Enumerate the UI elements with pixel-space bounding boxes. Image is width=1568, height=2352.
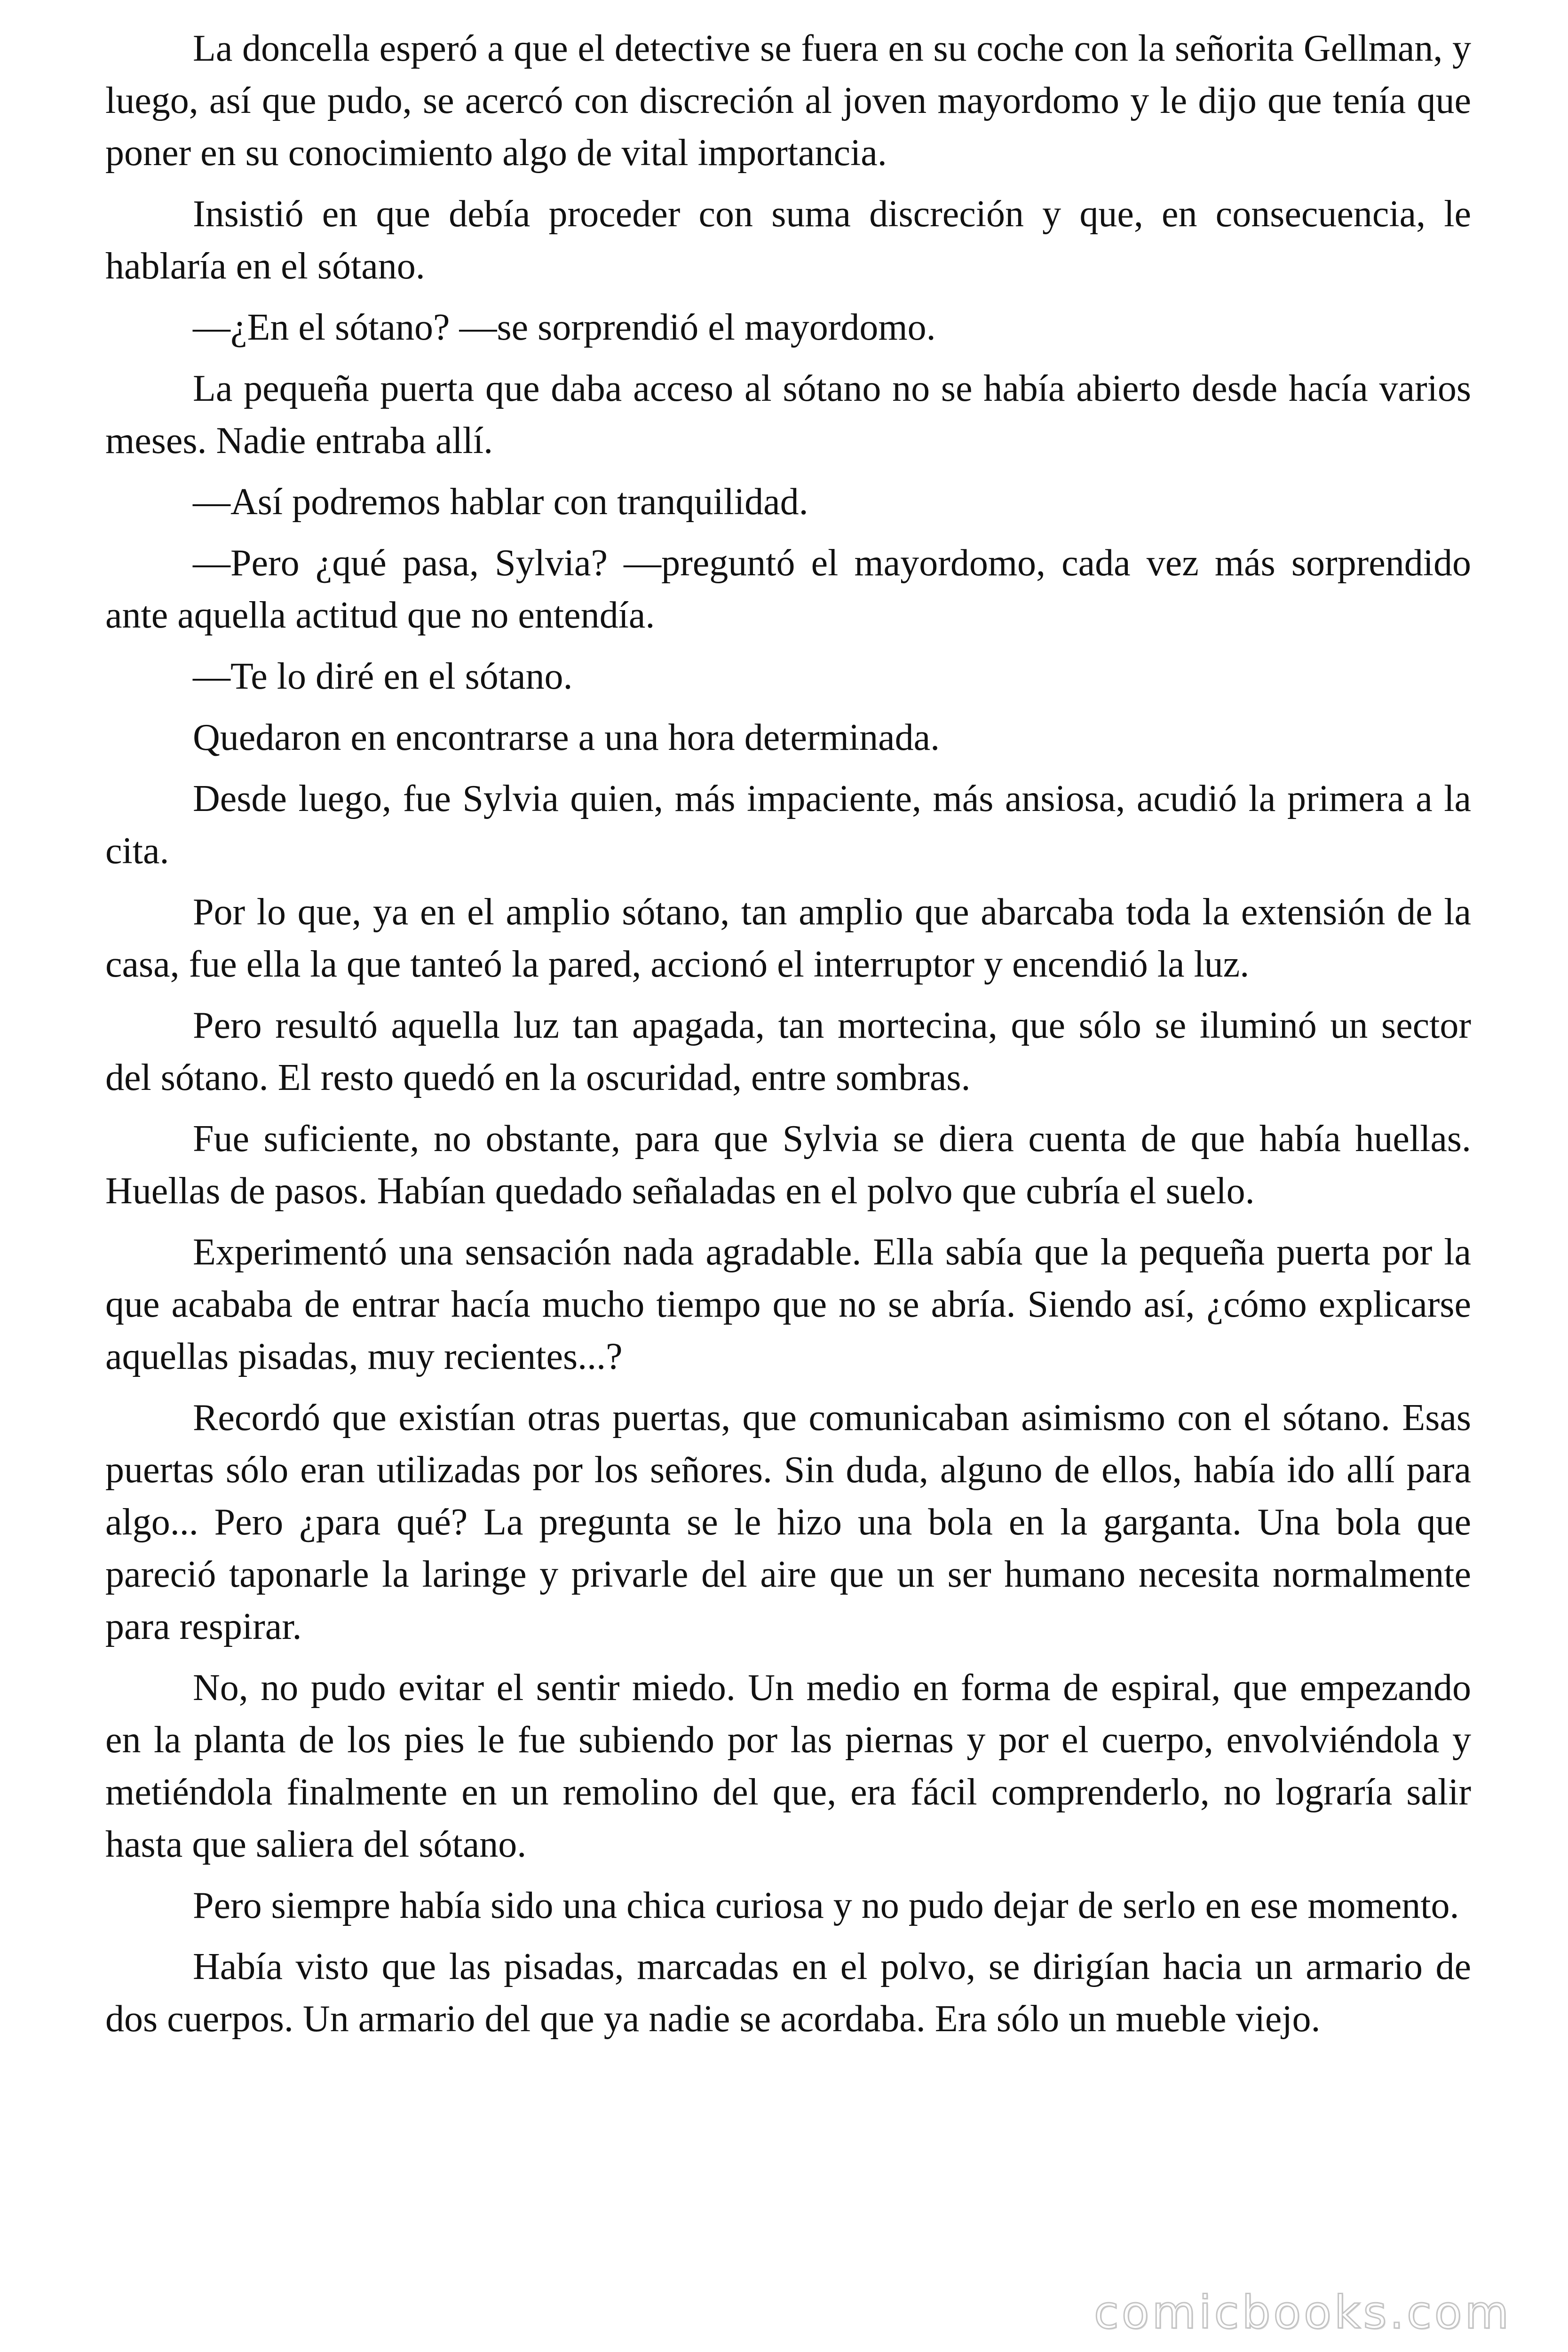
paragraph: Había visto que las pisadas, marcadas en el polvo, se dirigían hacia un armario de dos cuerpos. Un armario del que ya nadie se acordaba. Era sólo un mueble viejo. — [105, 1946, 1471, 2040]
paragraph: Experimentó una sensación nada agradable. Ella sabía que la pequeña puerta por la que acababa de entrar hacía mucho tiempo que no se abría. Siendo así, ¿cómo explicarse aquellas pisadas, muy recientes...? — [105, 1232, 1471, 1377]
paragraph: La pequeña puerta que daba acceso al sótano no se había abierto desde hacía varios meses. Nadie entraba allí. — [105, 368, 1471, 461]
paragraph: Recordó que existían otras puertas, que comunicaban asimismo con el sótano. Esas puertas sólo eran utilizadas por los señores. Sin duda, alguno de ellos, había ido allí para algo... Pero ¿para qué? La pregunta se le hizo una bola en la garganta. Una bola que pareció taponarle la laringe y privarle del aire que un ser humano necesita normalmente para respirar. — [105, 1397, 1471, 1647]
paragraph: —¿En el sótano? —se sorprendió el mayordomo. — [193, 307, 936, 348]
paragraph: —Te lo diré en el sótano. — [193, 656, 573, 697]
paragraph: Quedaron en encontrarse a una hora determinada. — [193, 717, 940, 758]
book-page-text — [105, 23, 1471, 2054]
paragraph: Desde luego, fue Sylvia quien, más impaciente, más ansiosa, acudió la primera a la cita. — [105, 778, 1471, 872]
paragraph: —Así podremos hablar con tranquilidad. — [193, 481, 808, 523]
paragraph: Insistió en que debía proceder con suma discreción y que, en consecuencia, le hablaría en el sótano. — [105, 193, 1471, 287]
paragraph: Pero resultó aquella luz tan apagada, tan mortecina, que sólo se iluminó un sector del sótano. El resto quedó en la oscuridad, entre sombras. — [105, 1005, 1471, 1098]
paragraph: Pero siempre había sido una chica curiosa y no pudo dejar de serlo en ese momento. — [193, 1885, 1459, 1926]
paragraph: Por lo que, ya en el amplio sótano, tan amplio que abarcaba toda la extensión de la casa, fue ella la que tanteó la pared, accionó el interruptor y encendió la luz. — [105, 891, 1471, 985]
watermark: comicbooks.com — [1093, 2286, 1512, 2339]
paragraph: La doncella esperó a que el detective se fuera en su coche con la señorita Gellman, y luego, así que pudo, se acercó con discreción al joven mayordomo y le dijo que tenía que poner en su conocimiento algo de vital importancia. — [105, 28, 1471, 174]
paragraph: No, no pudo evitar el sentir miedo. Un medio en forma de espiral, que empezando en la planta de los pies le fue subiendo por las piernas y por el cuerpo, envolviéndola y metiéndola finalmente en un remolino del que, era fácil comprenderlo, no lograría salir hasta que saliera del sótano. — [105, 1667, 1471, 1865]
paragraph: Fue suficiente, no obstante, para que Sylvia se diera cuenta de que había huellas. Huellas de pasos. Habían quedado señaladas en el polvo que cubría el suelo. — [105, 1118, 1471, 1212]
paragraph: —Pero ¿qué pasa, Sylvia? —preguntó el mayordomo, cada vez más sorprendido ante aquella actitud que no entendía. — [105, 542, 1471, 636]
